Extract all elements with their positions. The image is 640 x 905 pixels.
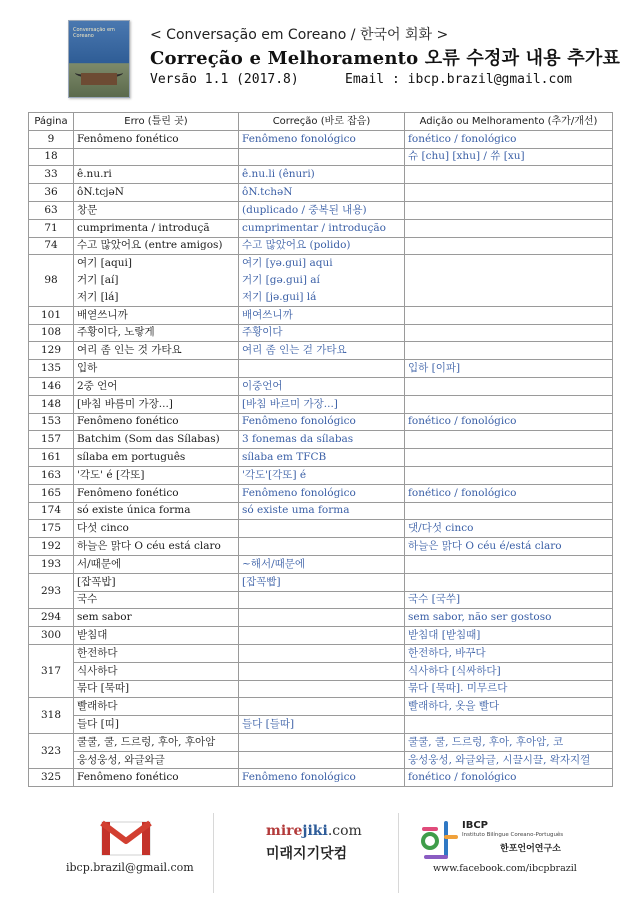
document-title: Correção e Melhoramento 오류 수정과 내용 추가표	[150, 48, 621, 69]
adicao-cell: fonético / fonológico	[405, 130, 613, 148]
errata-table	[28, 112, 613, 787]
erro-cell: sílaba em português	[74, 449, 239, 467]
header-pagina: Página	[29, 113, 74, 131]
page-number-cell: 192	[29, 538, 74, 556]
table-row	[29, 184, 613, 202]
table-row	[29, 520, 613, 538]
adicao-cell: 한전하다, 바꾸다	[405, 644, 613, 662]
erro-cell: sem sabor	[74, 609, 239, 627]
table-row	[29, 413, 613, 431]
ibcp-korean-name: 한포언어연구소	[500, 844, 561, 854]
table-row	[29, 377, 613, 395]
erro-cell: 받침대	[74, 627, 239, 645]
correcao-cell: 거기 [gə.gui] aí	[239, 272, 405, 289]
page-number-cell: 193	[29, 555, 74, 573]
erro-cell: 다섯 cinco	[74, 520, 239, 538]
table-row	[29, 395, 613, 413]
adicao-cell	[405, 272, 613, 289]
erro-cell: 쿨쿨, 쿨, 드르렁, 후아, 후아암	[74, 733, 239, 751]
adicao-cell: 하늘은 맑다 O céu é/está claro	[405, 538, 613, 556]
table-row	[29, 148, 613, 166]
erro-cell: Fenômeno fonético	[74, 484, 239, 502]
correcao-cell: Fenômeno fonológico	[239, 130, 405, 148]
correcao-cell: Fenômeno fonológico	[239, 769, 405, 787]
table-row	[29, 662, 613, 680]
correcao-cell: 이중언어	[239, 377, 405, 395]
correcao-cell: cumprimentar / introdução	[239, 219, 405, 237]
page-number-cell: 161	[29, 449, 74, 467]
adicao-cell	[405, 377, 613, 395]
correcao-cell: [잡꼭빱]	[239, 573, 405, 591]
erro-cell: Batchim (Som das Sílabas)	[74, 431, 239, 449]
facebook-link[interactable]: www.facebook.com/ibcpbrazil	[433, 863, 577, 874]
erro-cell: 서/때문에	[74, 555, 239, 573]
adicao-cell	[405, 466, 613, 484]
page-number-cell: 36	[29, 184, 74, 202]
adicao-cell: fonético / fonológico	[405, 484, 613, 502]
erro-cell: só existe única forma	[74, 502, 239, 520]
adicao-cell	[405, 502, 613, 520]
page-number-cell: 153	[29, 413, 74, 431]
correcao-cell: ~해서/때문에	[239, 555, 405, 573]
table-row	[29, 289, 613, 306]
adicao-cell: 받침대 [받침때]	[405, 627, 613, 645]
erro-cell: 식사하다	[74, 662, 239, 680]
adicao-cell	[405, 395, 613, 413]
page-number-cell: 325	[29, 769, 74, 787]
table-row	[29, 306, 613, 324]
page-number-cell: 101	[29, 306, 74, 324]
gmail-icon	[100, 819, 152, 857]
book-cover-image	[68, 20, 130, 98]
correcao-cell: 수고 많았어요 (polido)	[239, 237, 405, 255]
page-number-cell: 74	[29, 237, 74, 255]
table-row	[29, 644, 613, 662]
table-row	[29, 466, 613, 484]
erro-cell: 입하	[74, 360, 239, 378]
erro-cell: 창문	[74, 201, 239, 219]
page-number-cell: 293	[29, 573, 74, 609]
adicao-cell	[405, 342, 613, 360]
page-number-cell: 98	[29, 255, 74, 306]
adicao-cell: fonético / fonológico	[405, 769, 613, 787]
table-row	[29, 769, 613, 787]
table-row	[29, 324, 613, 342]
correcao-cell: (duplicado / 중복된 내용)	[239, 201, 405, 219]
page-number-cell: 148	[29, 395, 74, 413]
correcao-cell: só existe uma forma	[239, 502, 405, 520]
correcao-cell	[239, 680, 405, 698]
correcao-cell: ê.nu.li (ênuri)	[239, 166, 405, 184]
erro-cell: 여기 [aqui]	[74, 255, 239, 272]
header-adicao: Adição ou Melhoramento (추가/개선)	[405, 113, 613, 131]
correcao-cell: Fenômeno fonológico	[239, 413, 405, 431]
erro-cell: 들다 [띠]	[74, 716, 239, 734]
table-row	[29, 698, 613, 716]
table-row	[29, 219, 613, 237]
adicao-cell	[405, 289, 613, 306]
table-row	[29, 680, 613, 698]
erro-cell: 수고 많았어요 (entre amigos)	[74, 237, 239, 255]
table-row	[29, 555, 613, 573]
adicao-cell: 식사하다 [식싸하다]	[405, 662, 613, 680]
adicao-cell: 입하 [이파]	[405, 360, 613, 378]
page-number-cell: 129	[29, 342, 74, 360]
correcao-cell	[239, 644, 405, 662]
table-row	[29, 573, 613, 591]
table-row	[29, 449, 613, 467]
adicao-cell: 슈 [chu] [xhu] / 쓔 [xu]	[405, 148, 613, 166]
adicao-cell	[405, 716, 613, 734]
correcao-cell	[239, 591, 405, 609]
erro-cell: 한전하다	[74, 644, 239, 662]
erro-cell: 묶다 [묵따]	[74, 680, 239, 698]
correcao-cell: sílaba em TFCB	[239, 449, 405, 467]
page-number-cell: 175	[29, 520, 74, 538]
adicao-cell: 댓/다섯 cinco	[405, 520, 613, 538]
table-row	[29, 591, 613, 609]
table-row	[29, 431, 613, 449]
erro-cell: Fenômeno fonético	[74, 769, 239, 787]
table-row	[29, 166, 613, 184]
erro-cell: 저기 [lá]	[74, 289, 239, 306]
page-number-cell: 63	[29, 201, 74, 219]
page-number-cell: 108	[29, 324, 74, 342]
erro-cell: '각도' é [각또]	[74, 466, 239, 484]
footer-divider	[398, 813, 399, 893]
table-row	[29, 502, 613, 520]
mirejiki-logo	[266, 823, 362, 839]
erro-cell: 거기 [aí]	[74, 272, 239, 289]
adicao-cell	[405, 573, 613, 591]
adicao-cell: fonético / fonológico	[405, 413, 613, 431]
table-row	[29, 255, 613, 272]
correcao-cell: 저기 [jə.gui] lá	[239, 289, 405, 306]
page-number-cell: 33	[29, 166, 74, 184]
correcao-cell: 들다 [들따]	[239, 716, 405, 734]
book-title: < Conversação em Coreano / 한국어 회화 >	[150, 27, 449, 43]
adicao-cell	[405, 166, 613, 184]
adicao-cell	[405, 555, 613, 573]
correcao-cell	[239, 538, 405, 556]
mirejiki-logo-part: jiki	[302, 823, 328, 839]
table-row	[29, 360, 613, 378]
erro-cell: ê.nu.ri	[74, 166, 239, 184]
correcao-cell: [바침 바르미 가장...]	[239, 395, 405, 413]
erro-cell: [잡꼭밥]	[74, 573, 239, 591]
page-number-cell: 318	[29, 698, 74, 734]
mirejiki-logo-part: .com	[327, 823, 362, 839]
mirejiki-logo-part: mire	[266, 823, 303, 839]
table-row	[29, 272, 613, 289]
page-number-cell: 323	[29, 733, 74, 769]
correcao-cell	[239, 609, 405, 627]
correcao-cell: 여리 좀 인는 걷 가타요	[239, 342, 405, 360]
correcao-cell	[239, 148, 405, 166]
page-number-cell: 300	[29, 627, 74, 645]
table-row	[29, 484, 613, 502]
erro-cell: Fenômeno fonético	[74, 413, 239, 431]
correcao-cell: Fenômeno fonológico	[239, 484, 405, 502]
table-header-row	[29, 113, 613, 131]
correcao-cell: '각도'[각또] é	[239, 466, 405, 484]
adicao-cell	[405, 449, 613, 467]
correcao-cell	[239, 520, 405, 538]
adicao-cell	[405, 255, 613, 272]
adicao-cell: 묶다 [묵따]. 미무르다	[405, 680, 613, 698]
correcao-cell: 3 fonemas da sílabas	[239, 431, 405, 449]
table-row	[29, 609, 613, 627]
ibcp-full-name: Instituto Bilíngue Coreano-Português	[462, 832, 564, 838]
correcao-cell: 배여쓰니까	[239, 306, 405, 324]
correcao-cell: 주황이다	[239, 324, 405, 342]
erro-cell	[74, 148, 239, 166]
version-label: Versão 1.1 (2017.8)	[150, 72, 299, 87]
page-number-cell: 174	[29, 502, 74, 520]
ibcp-logo-icon	[416, 819, 462, 861]
erro-cell: 여리 좀 인는 것 가타요	[74, 342, 239, 360]
adicao-cell	[405, 431, 613, 449]
header-correcao: Correção (바로 잡음)	[239, 113, 405, 131]
adicao-cell: 쿨쿨, 쿨, 드르렁, 후아, 후아암, 코	[405, 733, 613, 751]
page-number-cell: 146	[29, 377, 74, 395]
page-number-cell: 317	[29, 644, 74, 697]
table-row	[29, 751, 613, 769]
correcao-cell: ôN.tchəN	[239, 184, 405, 202]
adicao-cell: 빨래하다, 옷을 빨다	[405, 698, 613, 716]
table-row	[29, 733, 613, 751]
erro-cell: cumprimenta / introduçã	[74, 219, 239, 237]
page-number-cell: 157	[29, 431, 74, 449]
correcao-cell	[239, 733, 405, 751]
page-number-cell: 294	[29, 609, 74, 627]
erro-cell: [바침 바름미 가장...]	[74, 395, 239, 413]
footer-email: ibcp.brazil@gmail.com	[66, 861, 194, 874]
adicao-cell: sem sabor, não ser gostoso	[405, 609, 613, 627]
ibcp-title: IBCP	[462, 820, 489, 831]
footer-divider	[213, 813, 214, 893]
header-email: Email : ibcp.brazil@gmail.com	[345, 72, 572, 87]
table-row	[29, 342, 613, 360]
erro-cell: 국수	[74, 591, 239, 609]
correcao-cell: 여기 [yə.gui] aqui	[239, 255, 405, 272]
book-cover-title: Conversação em Coreano	[73, 27, 115, 39]
adicao-cell	[405, 306, 613, 324]
erro-cell: 웅성웅성, 와글와글	[74, 751, 239, 769]
header-erro: Erro (틀린 곳)	[74, 113, 239, 131]
adicao-cell	[405, 237, 613, 255]
mirejiki-korean-name: 미래지기닷컴	[266, 846, 348, 862]
table-row	[29, 237, 613, 255]
erro-cell: 하늘은 맑다 O céu está claro	[74, 538, 239, 556]
erro-cell: Fenômeno fonético	[74, 130, 239, 148]
adicao-cell	[405, 324, 613, 342]
table-row	[29, 201, 613, 219]
adicao-cell	[405, 219, 613, 237]
correcao-cell	[239, 698, 405, 716]
page-number-cell: 135	[29, 360, 74, 378]
page-number-cell: 9	[29, 130, 74, 148]
adicao-cell	[405, 201, 613, 219]
correcao-cell	[239, 627, 405, 645]
table-row	[29, 716, 613, 734]
errata-table-body	[29, 130, 613, 786]
table-row	[29, 130, 613, 148]
erro-cell: 2중 언어	[74, 377, 239, 395]
erro-cell: 빨래하다	[74, 698, 239, 716]
erro-cell: 주황이다, 노랗게	[74, 324, 239, 342]
correcao-cell	[239, 360, 405, 378]
page-footer	[0, 805, 640, 905]
adicao-cell: 국수 [국쑤]	[405, 591, 613, 609]
page-number-cell: 71	[29, 219, 74, 237]
adicao-cell: 웅성웅성, 와글와글, 시끌시끌, 왁자지껄	[405, 751, 613, 769]
erro-cell: 배엳쓰니까	[74, 306, 239, 324]
correcao-cell	[239, 751, 405, 769]
table-row	[29, 538, 613, 556]
adicao-cell	[405, 184, 613, 202]
page-number-cell: 165	[29, 484, 74, 502]
page-number-cell: 163	[29, 466, 74, 484]
correcao-cell	[239, 662, 405, 680]
page-number-cell: 18	[29, 148, 74, 166]
erro-cell: ôN.tcjəN	[74, 184, 239, 202]
document-header	[0, 0, 640, 112]
table-row	[29, 627, 613, 645]
book-cover-building	[81, 73, 117, 85]
